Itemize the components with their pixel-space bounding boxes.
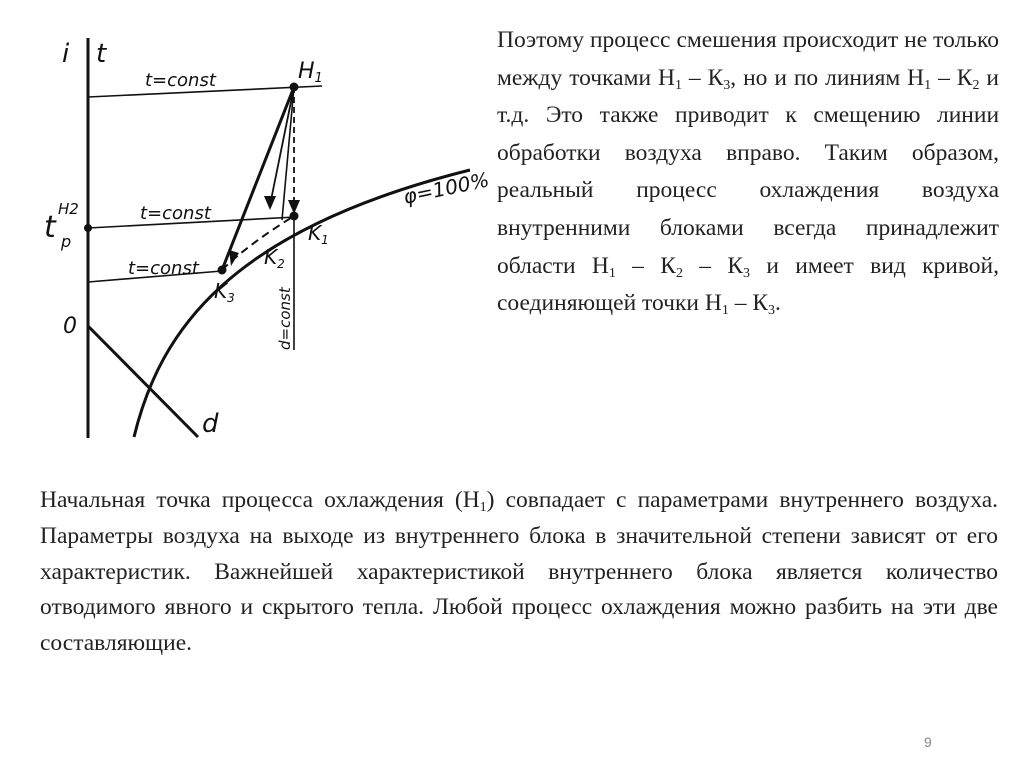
label-k3: $K_3$ (214, 279, 235, 305)
t-const-label-1: t=const (145, 70, 216, 91)
zero-label: 0 (63, 314, 77, 339)
d-const-label: d=const (276, 287, 294, 350)
label-h1: H1 (298, 59, 323, 86)
point-k3 (218, 266, 227, 275)
label-k1: $K_1$ (308, 221, 329, 247)
axis-label-i: i (62, 39, 70, 69)
line-h1-k2 (270, 87, 294, 205)
axis-label-t: t (96, 39, 107, 69)
point-tp (84, 224, 92, 232)
phi-label: φ=100% (401, 167, 492, 209)
t-const-label-2: t=const (140, 203, 211, 224)
id-diagram (0, 0, 492, 450)
d-line (88, 326, 198, 437)
right-paragraph: Поэтому процесс смешения происходит не только между точками $Н_1 - К_3$, но и по линиям $Н_1 - К_2$ и т.д. Это также приводит к смещению линии обработки воздуха вправо. Таким образом, реальный процесс охлаждения воздуха внутренними блоками всегда принадлежит области $Н_1 - К_2 - К_3$ и имеет вид кривой, соединяющей точки $Н_1 - К_3$. (497, 27, 1000, 319)
t-const-label-3: t=const (128, 258, 199, 279)
label-k2: $K_2$ (264, 245, 285, 271)
page-number: 9 (924, 734, 932, 750)
bottom-paragraph: Начальная точка процесса охлаждения $(Н_1)$ совпадает с параметрами внутреннего воздуха. Параметры воздуха на выходе из внутреннего блока в значительной степени зависят от его характеристик. Важнейшей характеристикой внутреннего блока является количество отводимого явного и скрытого тепла. Любой процесс охлаждения можно разбить на эти две составляющие. (40, 487, 999, 657)
point-k1 (290, 212, 299, 221)
d-label: d (202, 409, 219, 439)
label-tp-sub: p (61, 232, 72, 251)
label-tp: t (44, 210, 56, 245)
label-tp-sup: H2 (58, 200, 79, 218)
